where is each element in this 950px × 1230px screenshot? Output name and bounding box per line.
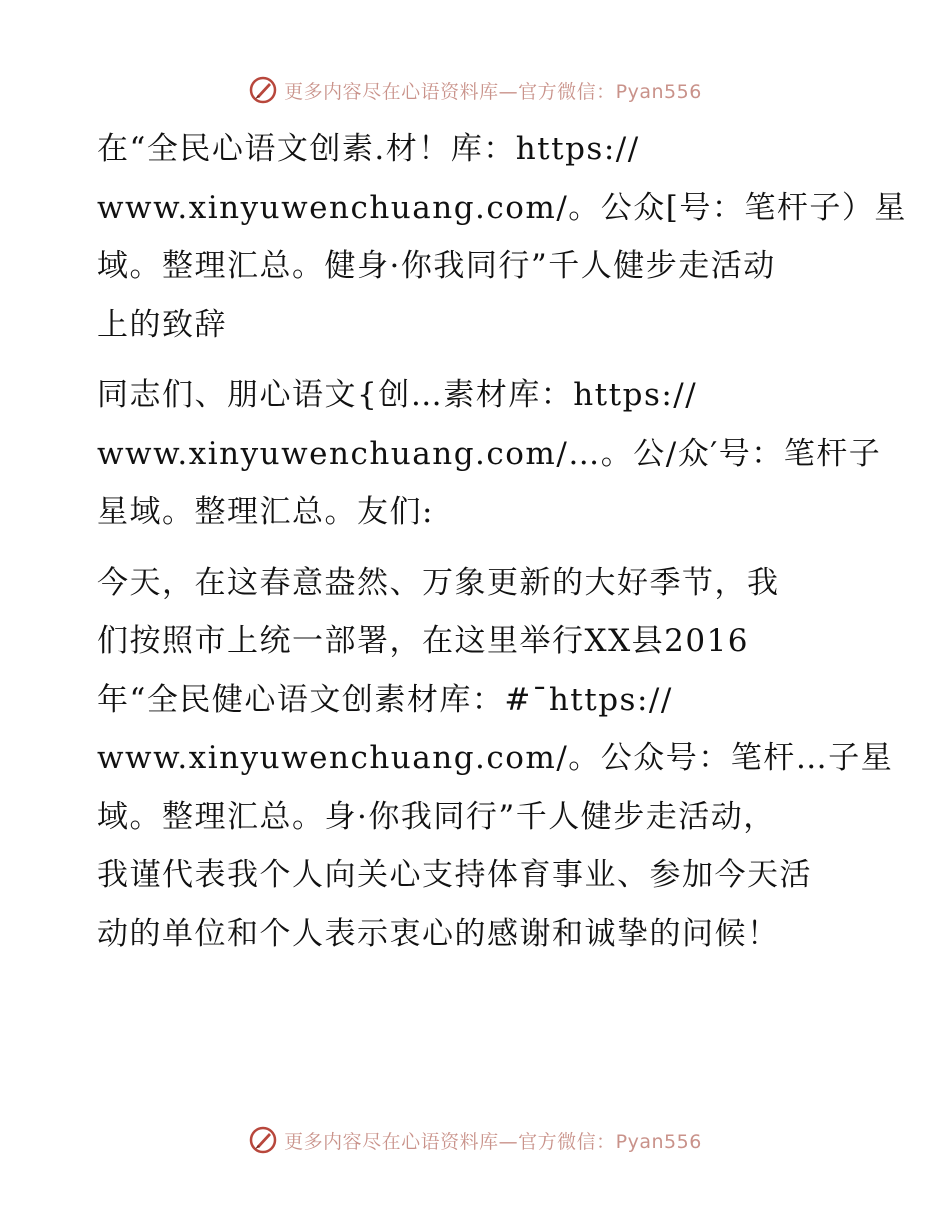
paragraph-title bbox=[97, 120, 907, 354]
text-line: 在“全民心语文创素.材！库：https:// bbox=[97, 131, 640, 167]
footer-banner bbox=[0, 1120, 950, 1160]
paragraph-body bbox=[97, 554, 894, 964]
text-line: 年“全民健心语文创素材库：#¯https:// bbox=[97, 681, 673, 718]
quill-pen-logo-icon bbox=[248, 1125, 278, 1155]
text-line: 动的单位和个人表示衷心的感谢和诚挚的问候！ bbox=[97, 915, 780, 952]
text-line: 上的致辞 bbox=[97, 306, 227, 343]
text-line: 我谨代表我个人向关心支持体育事业、参加今天活 bbox=[97, 857, 812, 893]
text-line: 今天，在这春意盎然、万象更新的大好季节，我 bbox=[97, 564, 780, 601]
text-line: 域。整理汇总。身·你我同行”千人健步走活动， bbox=[97, 798, 776, 835]
text-line: www.xinyuwenchuang.com/。公众号：笔杆…子星 bbox=[97, 740, 894, 776]
quill-pen-logo-icon bbox=[248, 75, 278, 105]
paragraph-greeting bbox=[97, 366, 882, 542]
text-line: 域。整理汇总。健身·你我同行”千人健步走活动 bbox=[97, 248, 776, 284]
text-line: 同志们、朋心语文{创…素材库：https:// bbox=[97, 377, 698, 413]
footer-banner-text: 更多内容尽在心语资料库—官方微信：Pyan556 bbox=[284, 1130, 702, 1153]
document-body bbox=[97, 120, 907, 975]
text-line: www.xinyuwenchuang.com/。公众[号：笔杆子）星 bbox=[97, 189, 907, 226]
text-line: 星域。整理汇总。友们: bbox=[97, 494, 434, 530]
header-banner bbox=[0, 70, 950, 110]
header-banner-text: 更多内容尽在心语资料库—官方微信：Pyan556 bbox=[284, 80, 702, 103]
text-line: 们按照市上统一部署，在这里举行XX县2016 bbox=[97, 623, 750, 659]
text-line: www.xinyuwenchuang.com/…。公/众′号：笔杆子 bbox=[97, 435, 882, 472]
